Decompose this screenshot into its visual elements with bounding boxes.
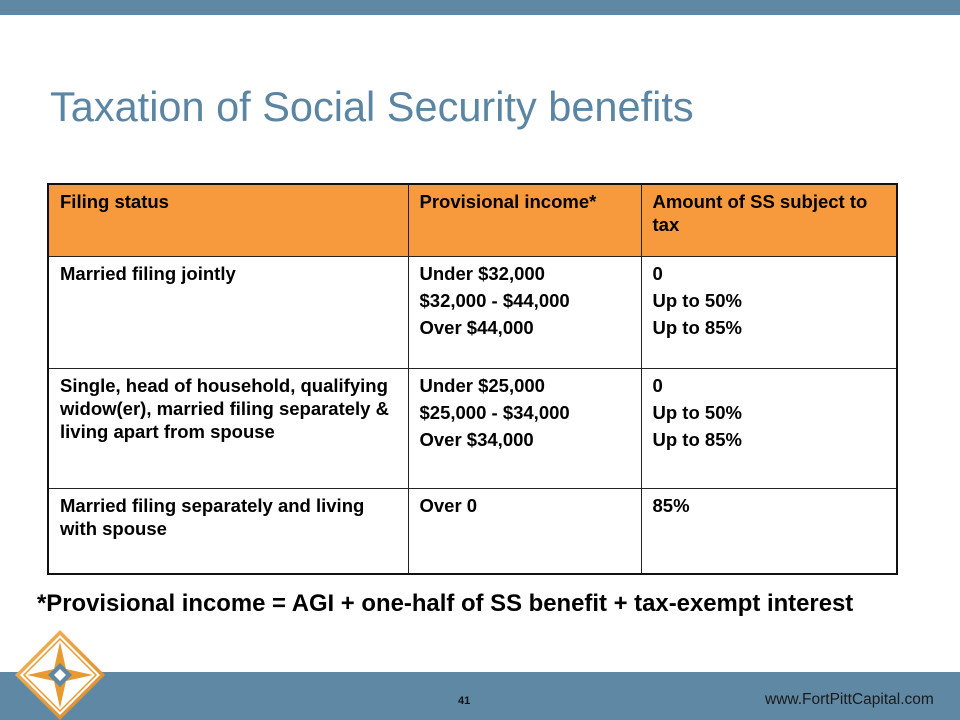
- table-row: [48, 488, 897, 574]
- amount-subject-cell: [641, 256, 897, 368]
- table-header-row: [48, 184, 897, 256]
- provisional-income-footnote: *Provisional income = AGI + one-half of SS benefit + tax-exempt interest: [37, 590, 854, 617]
- filing-status-text: Single, head of household, qualifying widow(er), married filing separately & living apart from spouse: [60, 374, 389, 442]
- amount-subject-line: 85%: [652, 494, 690, 516]
- provisional-income-line: Under $32,000: [419, 262, 545, 284]
- table-row: [48, 256, 897, 368]
- filing-status-cell: [48, 488, 408, 574]
- provisional-income-line: Over $44,000: [419, 316, 534, 338]
- diamond-compass-logo-icon: [15, 630, 105, 720]
- slide-title: Taxation of Social Security benefits: [50, 83, 694, 130]
- header-amount-subject-to-tax: Amount of SS subject to tax: [641, 184, 897, 256]
- taxation-table: [47, 183, 898, 575]
- filing-status-cell: [48, 368, 408, 488]
- header-provisional-income: Provisional income*: [408, 184, 641, 256]
- amount-subject-cell: [641, 488, 897, 574]
- filing-status-cell: [48, 256, 408, 368]
- provisional-income-line: $25,000 - $34,000: [419, 401, 570, 423]
- provisional-income-line: $32,000 - $44,000: [419, 289, 570, 311]
- amount-subject-line: Up to 85%: [652, 316, 742, 338]
- filing-status-text: Married filing jointly: [60, 262, 236, 284]
- filing-status-text: Married filing separately and living with spouse: [60, 494, 365, 539]
- amount-subject-cell: [641, 368, 897, 488]
- provisional-income-cell: [408, 488, 641, 574]
- provisional-income-line: Under $25,000: [419, 374, 545, 396]
- provisional-income-line: Over 0: [419, 494, 478, 516]
- page-number: 41: [458, 695, 471, 707]
- header-filing-status: Filing status: [48, 184, 408, 256]
- amount-subject-line: 0: [652, 262, 663, 284]
- website-url: www.FortPittCapital.com: [765, 691, 934, 708]
- amount-subject-line: Up to 50%: [652, 289, 742, 311]
- amount-subject-line: Up to 50%: [652, 401, 742, 423]
- amount-subject-line: Up to 85%: [652, 428, 742, 450]
- top-banner: [0, 0, 960, 15]
- provisional-income-line: Over $34,000: [419, 428, 534, 450]
- provisional-income-cell: [408, 256, 641, 368]
- amount-subject-line: 0: [652, 374, 663, 396]
- table-row: [48, 368, 897, 488]
- provisional-income-cell: [408, 368, 641, 488]
